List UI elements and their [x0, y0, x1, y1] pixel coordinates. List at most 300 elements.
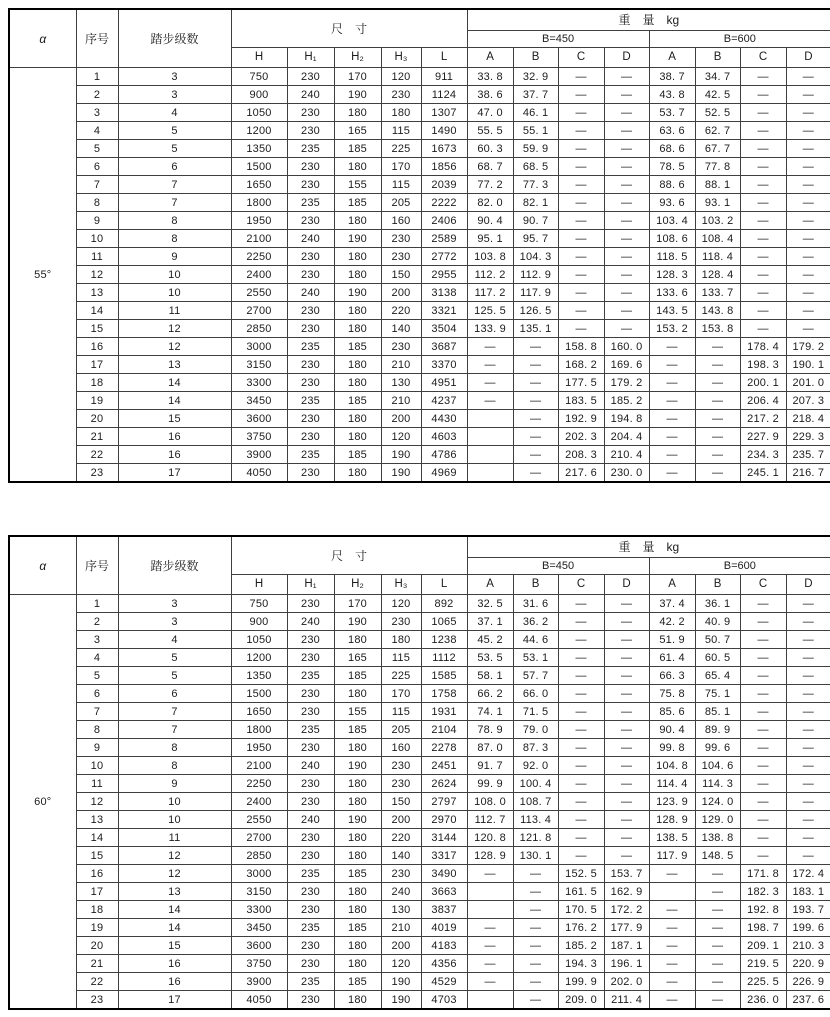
cell-w600-d: —	[786, 194, 830, 212]
cell-serial: 17	[76, 356, 118, 374]
cell-dim-h3: 230	[381, 230, 421, 248]
cell-w450-a: 45. 2	[467, 631, 513, 649]
cell-dim-h3: 210	[381, 392, 421, 410]
cell-steps: 12	[118, 320, 231, 338]
cell-w600-a: 93. 6	[649, 194, 695, 212]
cell-dim-h3: 120	[381, 428, 421, 446]
cell-steps: 10	[118, 793, 231, 811]
cell-w600-d: —	[786, 266, 830, 284]
table-row	[9, 122, 830, 140]
cell-w450-d: —	[604, 847, 649, 865]
cell-w600-b: 103. 2	[695, 212, 740, 230]
cell-dim-h: 3900	[231, 973, 287, 991]
cell-steps: 8	[118, 230, 231, 248]
cell-w450-c: 170. 5	[558, 901, 604, 919]
cell-dim-l: 3144	[421, 829, 467, 847]
cell-w600-a: 37. 4	[649, 595, 695, 613]
cell-dim-h3: 210	[381, 919, 421, 937]
cell-w450-a	[467, 883, 513, 901]
cell-w600-b: —	[695, 937, 740, 955]
header-col-b600-a: A	[649, 48, 695, 68]
cell-dim-h2: 180	[334, 464, 381, 483]
cell-w600-a: 123. 9	[649, 793, 695, 811]
table-row	[9, 613, 830, 631]
cell-dim-l: 2451	[421, 757, 467, 775]
cell-w600-d: —	[786, 757, 830, 775]
cell-w450-a: 55. 5	[467, 122, 513, 140]
cell-w600-a: 42. 2	[649, 613, 695, 631]
cell-dim-h2: 190	[334, 757, 381, 775]
cell-w600-b: —	[695, 955, 740, 973]
cell-steps: 16	[118, 428, 231, 446]
cell-w450-b: 112. 9	[513, 266, 558, 284]
cell-w600-b: —	[695, 446, 740, 464]
header-serial: 序号	[76, 9, 118, 68]
cell-serial: 21	[76, 428, 118, 446]
cell-dim-h: 1500	[231, 158, 287, 176]
cell-serial: 4	[76, 649, 118, 667]
cell-dim-h2: 190	[334, 613, 381, 631]
cell-serial: 22	[76, 446, 118, 464]
cell-dim-l: 1124	[421, 86, 467, 104]
header-col-b600-c: C	[740, 575, 786, 595]
cell-dim-h2: 185	[334, 919, 381, 937]
cell-w600-a: 153. 2	[649, 320, 695, 338]
cell-w600-d: —	[786, 703, 830, 721]
cell-w450-d: —	[604, 122, 649, 140]
cell-w600-d: —	[786, 302, 830, 320]
cell-serial: 10	[76, 230, 118, 248]
cell-steps: 10	[118, 266, 231, 284]
cell-dim-l: 1112	[421, 649, 467, 667]
cell-dim-l: 892	[421, 595, 467, 613]
cell-steps: 11	[118, 302, 231, 320]
cell-serial: 18	[76, 374, 118, 392]
cell-dim-h: 750	[231, 595, 287, 613]
cell-w450-d: 202. 0	[604, 973, 649, 991]
header-col-b450-a: A	[467, 48, 513, 68]
cell-w600-a: —	[649, 937, 695, 955]
cell-steps: 14	[118, 919, 231, 937]
cell-serial: 13	[76, 811, 118, 829]
cell-w600-d: 210. 3	[786, 937, 830, 955]
cell-w450-a: —	[467, 865, 513, 883]
cell-steps: 13	[118, 356, 231, 374]
alpha-value: 60°	[9, 595, 76, 1010]
table-row	[9, 266, 830, 284]
table-row	[9, 356, 830, 374]
header-alpha: α	[9, 536, 76, 595]
cell-w450-a: 53. 5	[467, 649, 513, 667]
cell-w600-a: —	[649, 356, 695, 374]
cell-dim-h2: 180	[334, 631, 381, 649]
cell-w600-a: 128. 9	[649, 811, 695, 829]
cell-w600-d: 229. 3	[786, 428, 830, 446]
cell-steps: 5	[118, 140, 231, 158]
cell-dim-l: 4356	[421, 955, 467, 973]
cell-w450-b: 37. 7	[513, 86, 558, 104]
cell-dim-h1: 230	[287, 685, 334, 703]
cell-w450-d: —	[604, 194, 649, 212]
cell-dim-h3: 140	[381, 847, 421, 865]
cell-dim-l: 2222	[421, 194, 467, 212]
cell-w450-b: 46. 1	[513, 104, 558, 122]
table-body-55deg	[9, 68, 830, 483]
cell-dim-h1: 230	[287, 104, 334, 122]
cell-w600-c: —	[740, 631, 786, 649]
table-row	[9, 320, 830, 338]
cell-dim-l: 4183	[421, 937, 467, 955]
cell-w450-c: —	[558, 86, 604, 104]
header-col-h3: H₃	[381, 48, 421, 68]
table-row	[9, 104, 830, 122]
cell-serial: 9	[76, 212, 118, 230]
table-row	[9, 158, 830, 176]
cell-w450-b: —	[513, 338, 558, 356]
cell-dim-h: 2250	[231, 775, 287, 793]
cell-w450-d: 194. 8	[604, 410, 649, 428]
cell-steps: 10	[118, 811, 231, 829]
cell-w450-d: —	[604, 703, 649, 721]
table-row	[9, 721, 830, 739]
cell-w600-a: 78. 5	[649, 158, 695, 176]
cell-w450-a: 117. 2	[467, 284, 513, 302]
cell-w450-b: 121. 8	[513, 829, 558, 847]
cell-w600-c: —	[740, 793, 786, 811]
table-row	[9, 667, 830, 685]
cell-dim-h1: 235	[287, 667, 334, 685]
cell-w600-b: 34. 7	[695, 68, 740, 86]
cell-dim-l: 1065	[421, 613, 467, 631]
cell-w600-b: 40. 9	[695, 613, 740, 631]
cell-dim-l: 2970	[421, 811, 467, 829]
cell-dim-l: 2624	[421, 775, 467, 793]
alpha-value: 55°	[9, 68, 76, 483]
cell-dim-h1: 240	[287, 811, 334, 829]
cell-dim-h2: 180	[334, 955, 381, 973]
cell-dim-h2: 190	[334, 86, 381, 104]
cell-w450-d: —	[604, 649, 649, 667]
cell-dim-h: 3600	[231, 937, 287, 955]
cell-w600-a: 66. 3	[649, 667, 695, 685]
cell-serial: 8	[76, 194, 118, 212]
cell-w450-a: 32. 5	[467, 595, 513, 613]
cell-w600-d: —	[786, 158, 830, 176]
header-col-b600-a: A	[649, 575, 695, 595]
header-col-b600-d: D	[786, 48, 830, 68]
cell-w600-b: 124. 0	[695, 793, 740, 811]
cell-serial: 5	[76, 667, 118, 685]
cell-serial: 7	[76, 176, 118, 194]
cell-w600-a: —	[649, 919, 695, 937]
cell-dim-h: 3300	[231, 374, 287, 392]
cell-dim-l: 1931	[421, 703, 467, 721]
cell-dim-h3: 230	[381, 86, 421, 104]
cell-w450-b: —	[513, 865, 558, 883]
cell-dim-l: 1856	[421, 158, 467, 176]
cell-dim-h: 2850	[231, 320, 287, 338]
cell-dim-h1: 230	[287, 410, 334, 428]
cell-dim-h: 1950	[231, 739, 287, 757]
cell-dim-h1: 230	[287, 991, 334, 1010]
cell-dim-l: 4969	[421, 464, 467, 483]
cell-w450-c: 192. 9	[558, 410, 604, 428]
table-row	[9, 446, 830, 464]
cell-dim-h1: 230	[287, 320, 334, 338]
cell-dim-h1: 235	[287, 194, 334, 212]
cell-w600-c: 178. 4	[740, 338, 786, 356]
header-col-l: L	[421, 575, 467, 595]
cell-dim-l: 2406	[421, 212, 467, 230]
cell-steps: 14	[118, 901, 231, 919]
cell-w450-b: —	[513, 955, 558, 973]
cell-dim-h3: 200	[381, 811, 421, 829]
header-col-b450-b: B	[513, 48, 558, 68]
cell-dim-h: 1800	[231, 194, 287, 212]
cell-w600-d: 179. 2	[786, 338, 830, 356]
cell-w600-d: —	[786, 649, 830, 667]
cell-w450-a: —	[467, 937, 513, 955]
cell-w600-a: —	[649, 955, 695, 973]
cell-steps: 14	[118, 374, 231, 392]
cell-dim-l: 2039	[421, 176, 467, 194]
cell-w600-a: 138. 5	[649, 829, 695, 847]
cell-w450-c: —	[558, 320, 604, 338]
cell-w450-c: —	[558, 158, 604, 176]
cell-dim-h2: 190	[334, 284, 381, 302]
cell-w450-c: 168. 2	[558, 356, 604, 374]
cell-dim-l: 2772	[421, 248, 467, 266]
cell-w450-b: 66. 0	[513, 685, 558, 703]
cell-dim-h1: 230	[287, 212, 334, 230]
cell-w600-d: 216. 7	[786, 464, 830, 483]
cell-w600-a: 75. 8	[649, 685, 695, 703]
header-col-h2: H₂	[334, 575, 381, 595]
cell-w600-c: —	[740, 757, 786, 775]
cell-dim-h2: 180	[334, 883, 381, 901]
cell-steps: 13	[118, 883, 231, 901]
cell-dim-h1: 230	[287, 302, 334, 320]
cell-w600-b: 89. 9	[695, 721, 740, 739]
cell-w600-a: 61. 4	[649, 649, 695, 667]
cell-w600-d: —	[786, 176, 830, 194]
cell-dim-h3: 170	[381, 685, 421, 703]
cell-dim-h3: 225	[381, 140, 421, 158]
cell-w600-b: —	[695, 919, 740, 937]
cell-w600-c: 200. 1	[740, 374, 786, 392]
cell-w450-c: —	[558, 829, 604, 847]
cell-w600-a: —	[649, 464, 695, 483]
cell-dim-l: 1758	[421, 685, 467, 703]
cell-dim-h1: 230	[287, 428, 334, 446]
cell-w450-d: 160. 0	[604, 338, 649, 356]
cell-dim-h1: 230	[287, 829, 334, 847]
cell-w600-a: 51. 9	[649, 631, 695, 649]
cell-w450-c: —	[558, 140, 604, 158]
cell-w450-d: —	[604, 775, 649, 793]
cell-dim-h: 2400	[231, 266, 287, 284]
cell-w450-b: —	[513, 991, 558, 1010]
header-col-b450-b: B	[513, 575, 558, 595]
cell-w600-d: —	[786, 613, 830, 631]
cell-dim-h1: 240	[287, 757, 334, 775]
header-col-b450-d: D	[604, 575, 649, 595]
cell-w450-c: 194. 3	[558, 955, 604, 973]
cell-dim-h3: 160	[381, 212, 421, 230]
cell-w450-b: 92. 0	[513, 757, 558, 775]
cell-dim-h2: 165	[334, 122, 381, 140]
cell-w600-c: —	[740, 829, 786, 847]
cell-dim-h: 3150	[231, 356, 287, 374]
cell-dim-h3: 230	[381, 865, 421, 883]
cell-dim-l: 1673	[421, 140, 467, 158]
cell-dim-l: 4529	[421, 973, 467, 991]
cell-w600-b: —	[695, 464, 740, 483]
cell-w450-d: —	[604, 284, 649, 302]
cell-dim-h1: 230	[287, 775, 334, 793]
cell-w450-a	[467, 410, 513, 428]
cell-dim-h: 1050	[231, 104, 287, 122]
cell-serial: 3	[76, 104, 118, 122]
cell-w600-a: —	[649, 901, 695, 919]
cell-w600-d: —	[786, 685, 830, 703]
cell-dim-h3: 225	[381, 667, 421, 685]
cell-dim-h2: 170	[334, 595, 381, 613]
cell-serial: 16	[76, 338, 118, 356]
cell-dim-h3: 205	[381, 194, 421, 212]
cell-dim-h: 1500	[231, 685, 287, 703]
header-alpha: α	[9, 9, 76, 68]
cell-w600-a: —	[649, 428, 695, 446]
cell-w600-b: 62. 7	[695, 122, 740, 140]
cell-dim-h: 1200	[231, 122, 287, 140]
cell-w450-c: —	[558, 176, 604, 194]
cell-w600-c: —	[740, 122, 786, 140]
cell-serial: 13	[76, 284, 118, 302]
cell-serial: 20	[76, 410, 118, 428]
cell-dim-h3: 115	[381, 703, 421, 721]
table-row	[9, 595, 830, 613]
cell-dim-h2: 180	[334, 320, 381, 338]
cell-w450-d: —	[604, 68, 649, 86]
cell-dim-l: 2797	[421, 793, 467, 811]
cell-w600-b: 52. 5	[695, 104, 740, 122]
cell-dim-h1: 230	[287, 158, 334, 176]
cell-w450-a: 95. 1	[467, 230, 513, 248]
cell-dim-h: 2100	[231, 757, 287, 775]
cell-dim-l: 1490	[421, 122, 467, 140]
table-row	[9, 685, 830, 703]
cell-w450-a: —	[467, 955, 513, 973]
cell-dim-h3: 170	[381, 158, 421, 176]
cell-w600-b: —	[695, 428, 740, 446]
cell-w600-b: —	[695, 356, 740, 374]
cell-w450-d: 172. 2	[604, 901, 649, 919]
cell-w600-d: 183. 1	[786, 883, 830, 901]
cell-w450-b: 53. 1	[513, 649, 558, 667]
cell-dim-h1: 230	[287, 374, 334, 392]
cell-w450-d: —	[604, 739, 649, 757]
cell-dim-l: 3663	[421, 883, 467, 901]
cell-w450-b: 31. 6	[513, 595, 558, 613]
cell-w450-a: 68. 7	[467, 158, 513, 176]
cell-steps: 7	[118, 176, 231, 194]
cell-w600-c: 206. 4	[740, 392, 786, 410]
cell-w600-a: —	[649, 973, 695, 991]
cell-w450-c: —	[558, 631, 604, 649]
cell-w600-c: —	[740, 104, 786, 122]
cell-w450-d: 179. 2	[604, 374, 649, 392]
cell-w600-d: —	[786, 230, 830, 248]
cell-w600-d: 193. 7	[786, 901, 830, 919]
cell-dim-h3: 180	[381, 104, 421, 122]
cell-w600-b: 138. 8	[695, 829, 740, 847]
cell-serial: 14	[76, 302, 118, 320]
cell-dim-l: 4703	[421, 991, 467, 1010]
cell-dim-h2: 180	[334, 356, 381, 374]
cell-steps: 4	[118, 104, 231, 122]
table-row	[9, 901, 830, 919]
cell-serial: 8	[76, 721, 118, 739]
table-row	[9, 811, 830, 829]
cell-w600-d: —	[786, 140, 830, 158]
table-row	[9, 176, 830, 194]
cell-dim-l: 3837	[421, 901, 467, 919]
cell-w450-c: —	[558, 194, 604, 212]
cell-steps: 12	[118, 338, 231, 356]
cell-serial: 11	[76, 248, 118, 266]
cell-serial: 23	[76, 464, 118, 483]
cell-steps: 17	[118, 464, 231, 483]
cell-w450-a: 78. 9	[467, 721, 513, 739]
cell-dim-h: 3450	[231, 919, 287, 937]
header-weight: 重 量 kg	[467, 9, 830, 31]
cell-serial: 1	[76, 68, 118, 86]
cell-steps: 5	[118, 667, 231, 685]
cell-w450-b: —	[513, 937, 558, 955]
cell-w600-d: —	[786, 86, 830, 104]
cell-steps: 8	[118, 757, 231, 775]
cell-w450-d: 185. 2	[604, 392, 649, 410]
cell-w450-a: 74. 1	[467, 703, 513, 721]
cell-serial: 9	[76, 739, 118, 757]
cell-serial: 16	[76, 865, 118, 883]
cell-w450-d: —	[604, 721, 649, 739]
cell-w450-a: —	[467, 338, 513, 356]
cell-dim-l: 2278	[421, 739, 467, 757]
cell-w600-c: —	[740, 811, 786, 829]
cell-steps: 12	[118, 847, 231, 865]
cell-serial: 22	[76, 973, 118, 991]
cell-dim-h1: 230	[287, 739, 334, 757]
cell-w600-d: —	[786, 847, 830, 865]
header-b450: B=450	[467, 558, 649, 575]
cell-w600-b: 118. 4	[695, 248, 740, 266]
table-row	[9, 757, 830, 775]
cell-dim-h2: 155	[334, 176, 381, 194]
cell-w450-a: 133. 9	[467, 320, 513, 338]
table-row	[9, 919, 830, 937]
cell-w600-d: —	[786, 739, 830, 757]
cell-dim-l: 3317	[421, 847, 467, 865]
cell-dim-h: 3900	[231, 446, 287, 464]
cell-dim-h1: 230	[287, 68, 334, 86]
cell-dim-h2: 180	[334, 104, 381, 122]
cell-w600-d: 207. 3	[786, 392, 830, 410]
cell-w450-a: 99. 9	[467, 775, 513, 793]
cell-dim-l: 1238	[421, 631, 467, 649]
cell-steps: 8	[118, 739, 231, 757]
